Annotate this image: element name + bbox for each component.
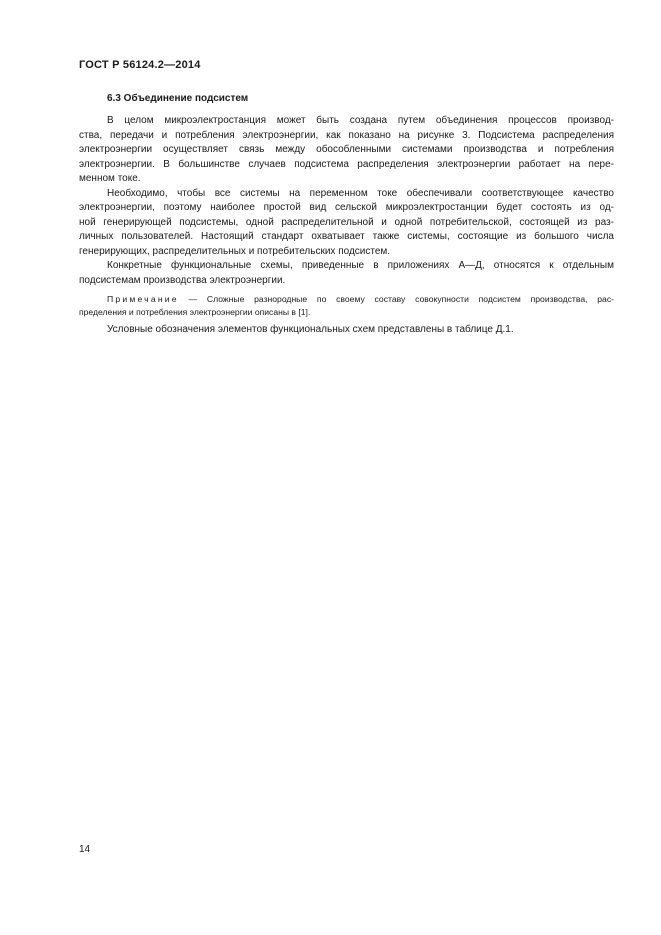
- paragraph: [79, 259, 614, 288]
- text-line: электроэнергии осуществляет связь между обособленными системами производства и потребления: [79, 144, 614, 155]
- closing-paragraph: Условные обозначения элементов функциональных схем представлены в таблице Д.1.: [107, 324, 514, 335]
- document-header: ГОСТ Р 56124.2—2014: [79, 59, 201, 71]
- text-line: электроэнергии, поэтому наиболее простой вид сельской микроэлектростанции будет состоять из од-: [79, 202, 614, 213]
- text-line: В целом микроэлектростанция может быть создана путем объединения процессов производ-: [107, 115, 614, 126]
- text-line: Необходимо, чтобы все системы на переменном токе обеспечивали соответствующее качество: [107, 187, 614, 199]
- paragraph: [79, 187, 614, 260]
- text-line: менном токе.: [79, 173, 141, 184]
- text-line: ной генерирующей подсистемы, одной распределительной и одной потребительской, состоящей из раз-: [79, 216, 614, 228]
- text-line: генерирующих, распределительных и потребительских подсистем.: [79, 245, 391, 257]
- note-line: пределения и потребления электроэнергии описаны в [1].: [79, 306, 311, 317]
- text-line: Конкретные функциональные схемы, приведенные в приложениях А—Д, относятся к отдельным: [107, 260, 614, 271]
- text-line: электроэнергии. В большинстве случаев подсистема распределения электроэнергии работает на пере-: [79, 158, 614, 170]
- paragraph: [79, 114, 614, 187]
- text-line: ства, передачи и потребления электроэнергии, как показано на рисунке 3. Подсистема распределения: [79, 129, 614, 141]
- note-label: Примечание: [107, 294, 179, 304]
- note-line: [79, 293, 614, 306]
- note-text: — Сложные разнородные по своему составу совокупности подсистем производства, рас-: [178, 294, 614, 304]
- text-line: личных пользователей. Настоящий стандарт охватывает также системы, состоящие из большого числа: [79, 231, 614, 242]
- note: [79, 293, 614, 318]
- section-title: 6.3 Объединение подсистем: [107, 93, 249, 104]
- document-body: [79, 114, 614, 338]
- text-line: подсистемам производства электроэнергии.: [79, 274, 286, 286]
- page-number: 14: [79, 844, 91, 855]
